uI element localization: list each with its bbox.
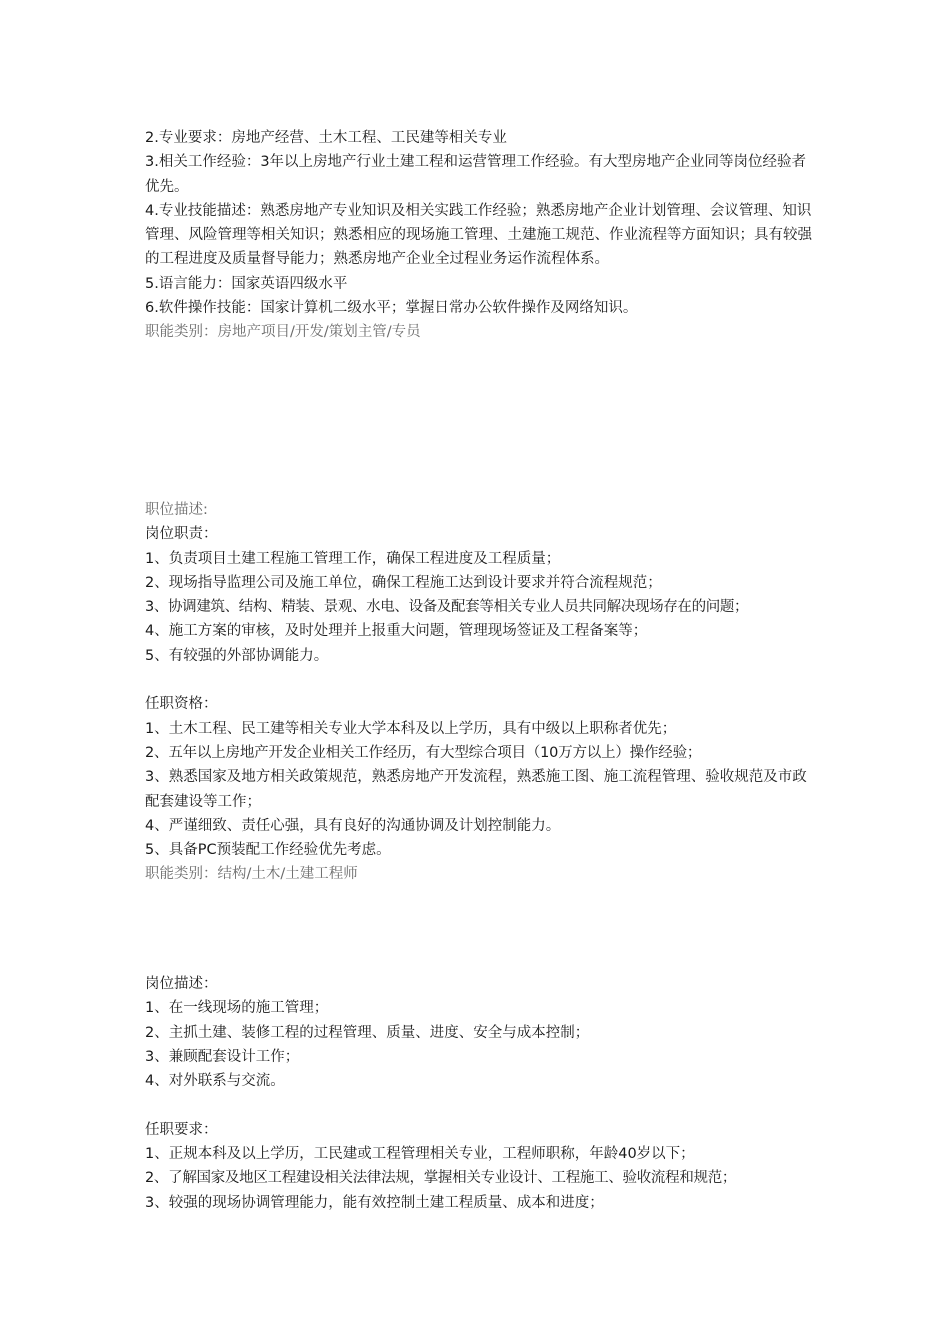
job-section-2 xyxy=(145,498,817,887)
duty-item: 2、现场指导监理公司及施工单位，确保工程施工达到设计要求并符合流程规范； xyxy=(145,574,662,591)
qualification-item: 4、严谨细致、责任心强，具有良好的沟通协调及计划控制能力。 xyxy=(145,817,561,834)
qualification-item: 1、土木工程、民工建等相关专业大学本科及以上学历，具有中级以上职称者优先； xyxy=(145,720,677,737)
duty-item: 1、在一线现场的施工管理； xyxy=(145,1000,329,1017)
section-heading: 任职要求： xyxy=(145,1121,218,1138)
qualification-item: 5、具备PC预装配工作经验优先考虑。 xyxy=(145,842,391,859)
duty-item: 4、对外联系与交流。 xyxy=(145,1073,285,1090)
requirement-item: 2、了解国家及地区工程建设相关法律法规，掌握相关专业设计、工程施工、验收流程和规范； xyxy=(145,1170,737,1187)
job-category: 职能类别：房地产项目/开发/策划主管/专员 xyxy=(145,324,421,341)
duty-item: 3、兼顾配套设计工作； xyxy=(145,1048,300,1065)
spacer xyxy=(145,1093,817,1117)
qualification-item: 2、五年以上房地产开发企业相关工作经历，有大型综合项目（10万方以上）操作经验； xyxy=(145,744,702,761)
requirement-item: 3.相关工作经验：3年以上房地产行业土建工程和运营管理工作经验。有大型房地产企业同等岗位经验者优先。 xyxy=(145,154,807,195)
section-heading: 岗位职责： xyxy=(145,526,218,543)
qualification-item: 3、熟悉国家及地方相关政策规范，熟悉房地产开发流程，熟悉施工图、施工流程管理、验收规范及市政配套建设等工作； xyxy=(145,769,807,810)
spacer xyxy=(145,668,817,692)
duty-item: 5、有较强的外部协调能力。 xyxy=(145,647,329,664)
requirement-item: 5.语言能力：国家英语四级水平 xyxy=(145,275,348,292)
section-heading: 任职资格： xyxy=(145,696,218,713)
section-heading: 职位描述: xyxy=(145,502,208,518)
duty-item: 1、负责项目土建工程施工管理工作，确保工程进度及工程质量； xyxy=(145,550,561,567)
job-category: 职能类别：结构/土木/土建工程师 xyxy=(145,866,358,883)
duty-item: 3、协调建筑、结构、精装、景观、水电、设备及配套等相关专业人员共同解决现场存在的问题； xyxy=(145,599,749,616)
job-section-1 xyxy=(145,126,817,345)
section-heading: 岗位描述： xyxy=(145,976,218,992)
requirement-item: 1、正规本科及以上学历，工民建或工程管理相关专业，工程师职称，年龄40岁以下； xyxy=(145,1146,695,1163)
requirement-item: 3、较强的现场协调管理能力，能有效控制土建工程质量、成本和进度； xyxy=(145,1194,604,1211)
requirement-item: 6.软件操作技能：国家计算机二级水平；掌握日常办公软件操作及网络知识。 xyxy=(145,300,638,317)
requirement-item: 4.专业技能描述：熟悉房地产专业知识及相关实践工作经验；熟悉房地产企业计划管理、会议管理、知识管理、风险管理等相关知识；熟悉相应的现场施工管理、土建施工规范、作业流程等方面知识；具有较强的工程进度及质量督导能力；熟悉房地产企业全过程业务运作流程体系。 xyxy=(145,202,812,268)
duty-item: 4、施工方案的审核，及时处理并上报重大问题，管理现场签证及工程备案等； xyxy=(145,623,648,640)
requirement-item: 2.专业要求：房地产经营、土木工程、工民建等相关专业 xyxy=(145,130,507,146)
duty-item: 2、主抓土建、装修工程的过程管理、质量、进度、安全与成本控制； xyxy=(145,1024,590,1041)
job-section-3 xyxy=(145,972,817,1215)
